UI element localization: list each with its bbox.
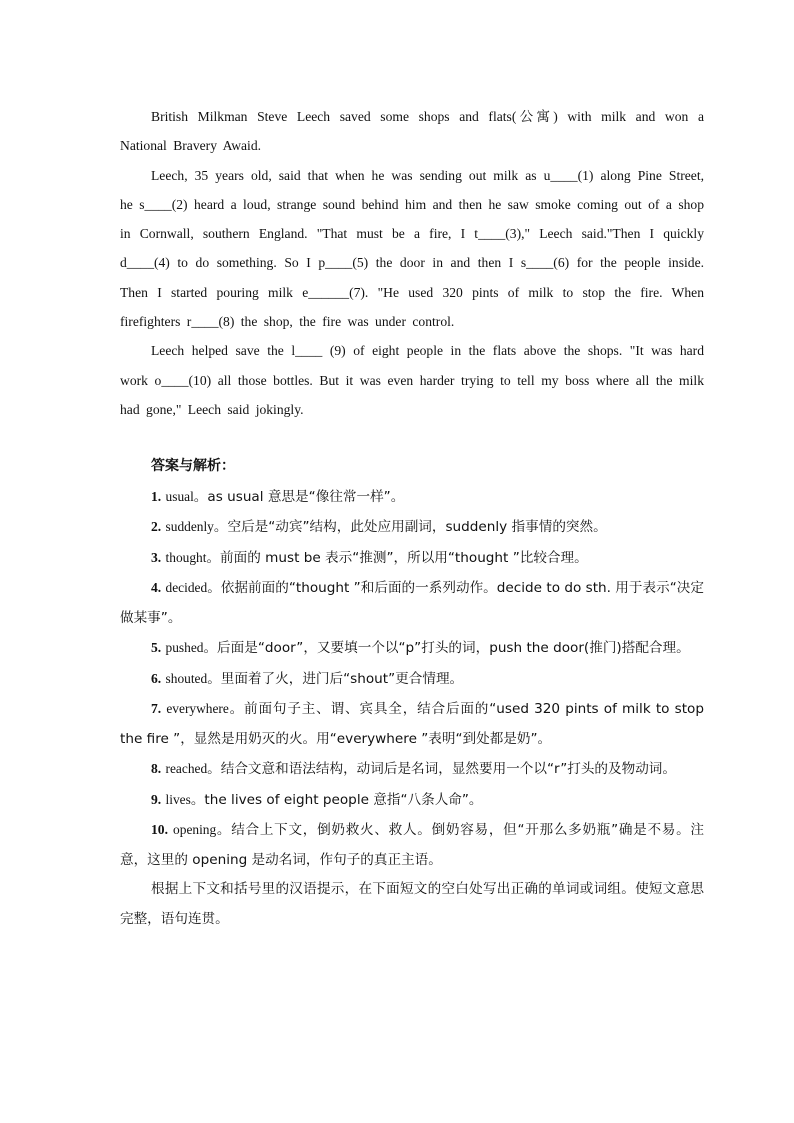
answer-number: 4. (151, 580, 162, 595)
answer-word: reached (165, 761, 208, 776)
answer-explanation: 。结合上下文，倒奶救火、救人。倒奶容易，但“开那么多奶瓶”确是不易。注意，这里的 opening 是动名词，作句子的真正主语。 (120, 822, 704, 868)
answer-number: 2. (151, 519, 162, 534)
answer-number: 8. (151, 761, 162, 776)
answer-explanation: 。里面着了火，进门后“shout”更合情理。 (207, 670, 464, 687)
answer-word: usual (165, 488, 194, 504)
answer-explanation: 。as usual 意思是“像往常一样”。 (193, 488, 405, 505)
answer-number: 7. (151, 701, 162, 716)
answer-word: lives (165, 791, 191, 807)
answer-word: decided (165, 580, 208, 595)
answers-heading: 答案与解析： (151, 458, 235, 474)
answer-word: suddenly (165, 519, 214, 534)
answer-number: 6. (151, 670, 162, 686)
answer-item (120, 573, 704, 633)
passage-paragraph: Leech, 35 years old, said that when he was sending out milk as u____(1) along Pine Street, he s____(2) heard a loud, strange sound behind him and then he saw smoke coming out of a shop in Cornwall, southern England. "That must be a fire, I t____(3)," Leech said."Then I quickly d____(4) to do something. So I p____(5) the door in and then I s____(6) for the people inside. Then I started pouring milk e______(7). "He used 320 pints of milk to stop the fire. When firefighters r____(8) the shop, the fire was under control. (120, 167, 704, 330)
answer-number: 10. (151, 822, 168, 837)
answer-word: opening (173, 822, 217, 837)
answer-explanation: 。前面的 must be 表示“推测”，所以用“thought ”比较合理。 (206, 549, 588, 566)
answer-item (120, 633, 704, 664)
answer-word: shouted (165, 670, 208, 686)
reading-passage (120, 102, 704, 424)
answer-item (120, 543, 704, 574)
answer-number: 5. (151, 640, 162, 655)
answers-section (120, 452, 704, 934)
answer-explanation: 。依据前面的“thought ”和后面的一系列动作。decide to do sth. 用于表示“决定做某事”。 (120, 580, 704, 626)
answer-item (120, 785, 704, 816)
passage-paragraph: Leech helped save the l____ (9) of eight people in the flats above the shops. "It was hard work o____(10) all those bottles. But it was even harder trying to tell my boss where all the milk had gone," Leech said jokingly. (120, 343, 704, 417)
answer-item (120, 482, 704, 513)
answer-word: everywhere (166, 701, 229, 716)
answer-item (120, 815, 704, 875)
answer-number: 1. (151, 488, 162, 504)
answer-word: thought (165, 549, 207, 565)
answer-item (120, 664, 704, 695)
answer-number: 3. (151, 549, 162, 565)
passage-paragraph: British Milkman Steve Leech saved some shops and flats(公寓) with milk and won a National Bravery Awaid. (120, 109, 704, 154)
answer-explanation: 。空后是“动宾”结构，此处应用副词，suddenly 指事情的突然。 (213, 519, 607, 535)
answer-item (120, 512, 704, 543)
answer-explanation: 。前面句子主、谓、宾具全，结合后面的“used 320 pints of milk to stop the fire ”，显然是用奶灭的火。用“everywhere ”表明“到处都是奶”。 (120, 701, 705, 747)
answer-item (120, 754, 704, 785)
answer-explanation: 。后面是“door”，又要填一个以“p”打头的词，push the door(推门)搭配合理。 (203, 640, 690, 656)
answer-explanation: 。the lives of eight people 意指“八条人命”。 (190, 791, 483, 808)
exercise-instruction: 根据上下文和括号里的汉语提示，在下面短文的空白处写出正确的单词或词组。使短文意思完整，语句连贯。 (120, 881, 704, 927)
answer-item (120, 694, 704, 754)
answer-word: pushed (165, 640, 204, 655)
answer-number: 9. (151, 791, 162, 807)
answer-explanation: 。结合文意和语法结构，动词后是名词，显然要用一个以“r”打头的及物动词。 (207, 761, 676, 777)
